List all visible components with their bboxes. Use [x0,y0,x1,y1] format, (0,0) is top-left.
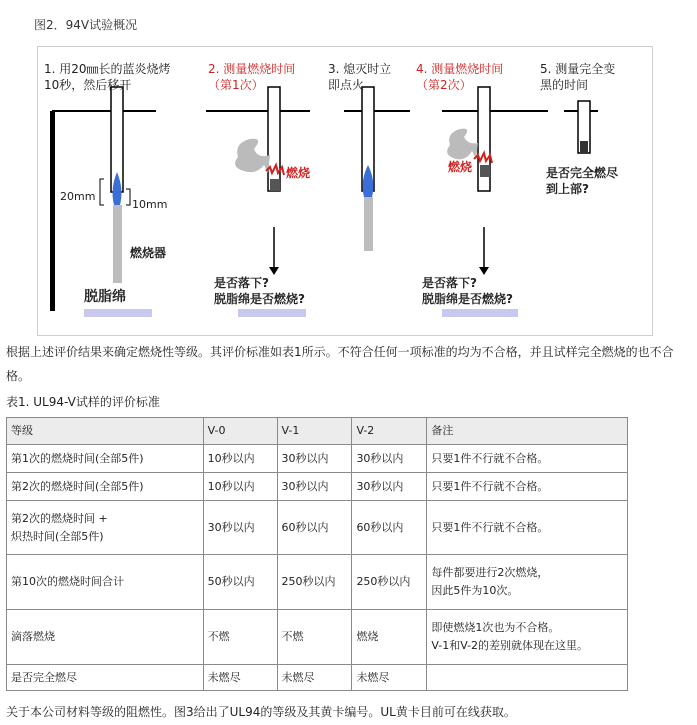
smoke-icon-2 [447,129,478,160]
question-drop-1: 是否落下? 脱脂绵是否燃烧? [214,276,305,306]
table-cell: 30秒以内 [352,445,427,473]
header-cell: V-0 [203,418,277,445]
smoke-icon-1 [235,139,270,173]
burner-icon [113,205,122,283]
label-cotton: 脱脂绵 [84,289,126,305]
figure-caption: 图2．94V试验概况 [34,18,138,32]
table-cell: 第2次的燃烧时间(全部5件) [7,473,204,501]
arrow-down-icon-1 [269,267,279,275]
table-cell: 60秒以内 [352,501,427,555]
table-row [7,555,628,610]
charred-tip-2 [480,165,490,177]
arrow-down-icon-2 [479,267,489,275]
charred-tip-3 [580,141,588,153]
header-cell: V-1 [277,418,352,445]
burner-icon-2 [364,197,373,251]
criteria-table [6,417,628,691]
table-cell: 30秒以内 [203,501,277,555]
table-row [7,501,628,555]
step-3-text: 3. 熄灭时立 即点火 [328,62,392,92]
table-cell: 每件都要进行2次燃烧， 因此5件为10次。 [427,555,628,610]
charred-tip-1 [270,179,280,191]
cotton-pad-3 [442,309,518,317]
table-cell: 10秒以内 [203,473,277,501]
table-cell: 不燃 [277,610,352,665]
table-cell [427,665,628,691]
question-full-burn: 是否完全燃尽 到上部? [546,166,619,196]
label-burning-1: 燃烧 [286,166,311,180]
table-cell: 燃烧 [352,610,427,665]
table-cell: 不燃 [203,610,277,665]
bracket-20mm [100,179,104,205]
table-cell: 第2次的燃烧时间 + 炽热时间(全部5件) [7,501,204,555]
label-burning-2: 燃烧 [448,160,473,174]
table-cell: 10秒以内 [203,445,277,473]
sample-specimen-2 [268,87,280,191]
question-drop-2: 是否落下? 脱脂绵是否燃烧? [422,276,513,306]
header-cell: 备注 [427,418,628,445]
table-row [7,445,628,473]
table-cell: 未燃尽 [203,665,277,691]
label-10mm: 10mm [132,198,168,211]
table-cell: 滴落燃烧 [7,610,204,665]
intro-paragraph: 根据上述评价结果来确定燃烧性等级。其评价标准如表1所示。不符合任何一项标准的均为不合格，并且试样完全燃烧的也不合格。 [6,345,674,383]
table-cell: 30秒以内 [277,445,352,473]
footer-text: 关于本公司材料等级的阻燃性。图3给出了UL94的等级及其黄卡编号。UL黄卡目前可在线获取。 [6,705,516,719]
table-cell: 250秒以内 [352,555,427,610]
label-burner: 燃烧器 [130,246,167,260]
table-cell: 第10次的燃烧时间合计 [7,555,204,610]
table-cell: 未燃尽 [352,665,427,691]
step-1-text: 1. 用20㎜长的蓝炎烧烤 10秒，然后移开 [44,62,171,92]
table-row [7,473,628,501]
step-2-text: 2. 测量燃烧时间 （第1次） [208,62,296,92]
table-cell: 是否完全燃尽 [7,665,204,691]
table-cell: 只要1件不行就不合格。 [427,501,628,555]
table-row [7,610,628,665]
table-cell: 30秒以内 [277,473,352,501]
table-cell: 250秒以内 [277,555,352,610]
bracket-10mm [126,189,130,205]
cotton-pad-1 [84,309,152,317]
table-cell: 只要1件不行就不合格。 [427,473,628,501]
table-cell: 即使燃烧1次也为不合格。 V-1和V-2的差别就体现在这里。 [427,610,628,665]
table-cell: 50秒以内 [203,555,277,610]
table-row [7,665,628,691]
step-4-text: 4. 测量燃烧时间 （第2次） [416,62,504,92]
step-5-text: 5. 测量完全变 黑的时间 [540,62,616,92]
table-cell: 30秒以内 [352,473,427,501]
cotton-pad-2 [238,309,306,317]
header-cell: 等级 [7,418,204,445]
table-cell: 未燃尽 [277,665,352,691]
table-cell: 60秒以内 [277,501,352,555]
table-header-row [7,418,628,445]
test-procedure-figure [37,46,653,336]
table-title: 表1. UL94-V试样的评价标准 [6,395,160,409]
label-20mm: 20mm [60,190,96,203]
table-cell: 第1次的燃烧时间(全部5件) [7,445,204,473]
table-cell: 只要1件不行就不合格。 [427,445,628,473]
stand-pole [50,111,55,311]
header-cell: V-2 [352,418,427,445]
